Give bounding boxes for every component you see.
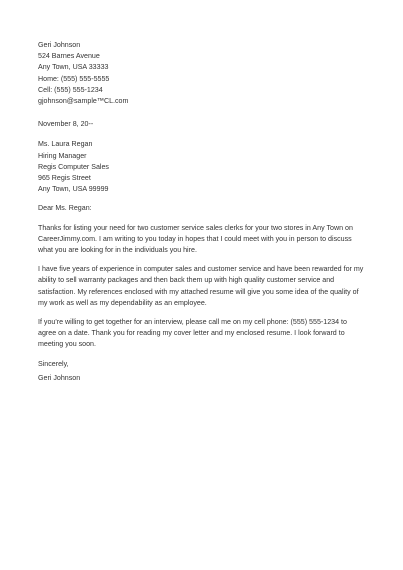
signature-name: Geri Johnson (38, 373, 81, 382)
recipient-address (38, 139, 370, 195)
paragraph-line: satisfaction. My references enclosed with my attached resume will give you some idea of the quality of (38, 287, 359, 296)
recipient-company: Regis Computer Sales (38, 162, 109, 171)
cover-letter (38, 40, 370, 384)
sender-cell-phone: Cell: (555) 555-1234 (38, 85, 103, 94)
letter-date: November 8, 20-- (38, 120, 94, 129)
body-paragraph-1 (38, 223, 370, 257)
sender-name: Geri Johnson (38, 41, 81, 49)
sender-address (38, 40, 370, 107)
paragraph-line: my work as well as my dependability as an employee. (38, 298, 207, 307)
sender-home-phone: Home: (555) 555-5555 (38, 74, 110, 83)
closing: Sincerely, (38, 359, 69, 368)
sender-city: Any Town, USA 33333 (38, 63, 109, 72)
sender-email: gjohnson@sample™CL.com (38, 97, 129, 106)
body-paragraph-2 (38, 264, 370, 309)
sender-street: 524 Barnes Avenue (38, 52, 100, 61)
paragraph-line: Thanks for listing your need for two customer service sales clerks for your two stores in Any Town on (38, 223, 353, 232)
salutation: Dear Ms. Regan: (38, 204, 92, 213)
body-paragraph-3 (38, 317, 370, 351)
paragraph-line: If you're willing to get together for an interview, please call me on my cell phone: (555) 555-1234 to (38, 318, 347, 327)
recipient-street: 965 Regis Street (38, 174, 91, 183)
paragraph-line: ability to sell warranty packages and then back them up with high quality customer service and (38, 276, 335, 285)
recipient-city: Any Town, USA 99999 (38, 185, 109, 194)
recipient-title: Hiring Manager (38, 151, 87, 160)
paragraph-line: what you are looking for in the individuals you hire. (38, 246, 197, 255)
recipient-name: Ms. Laura Regan (38, 140, 93, 149)
paragraph-line: meeting you soon. (38, 340, 96, 349)
paragraph-line: CareerJimmy.com. I am writing to you today in hopes that I could meet with you in person to discuss (38, 234, 352, 243)
paragraph-line: I have five years of experience in computer sales and customer service and have been rewarded for my (38, 265, 364, 274)
paragraph-line: agree on a date. Thank you for reading my cover letter and my enclosed resume. I look forward to (38, 329, 345, 338)
